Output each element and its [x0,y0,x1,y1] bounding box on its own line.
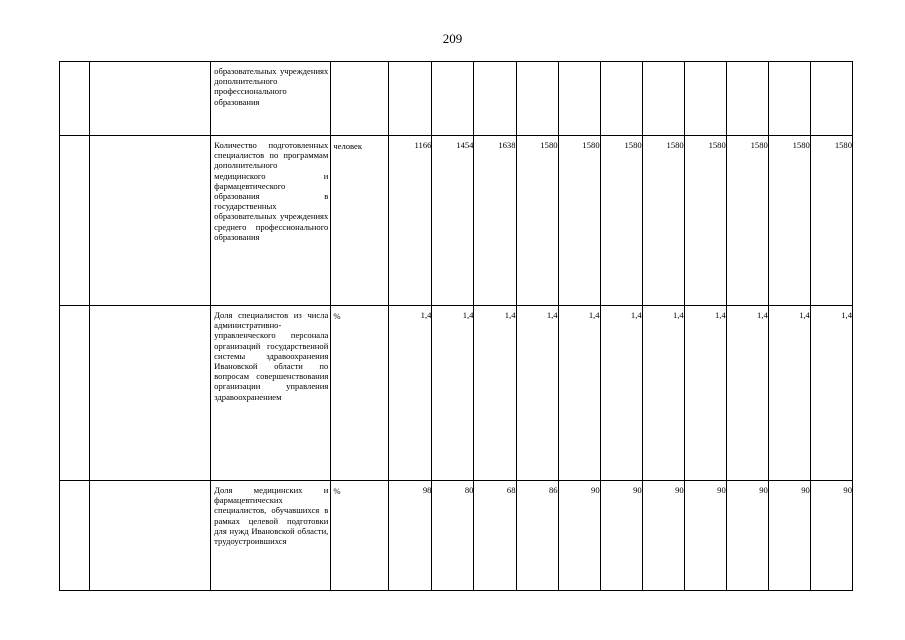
value-text: 1580 [834,140,852,150]
value-cell [389,306,432,481]
value-text: 1,4 [504,310,516,320]
row-number-cell [60,481,90,591]
value-text: 1580 [666,140,684,150]
value-cell [642,62,684,136]
unit-cell [331,481,389,591]
value-cell [726,306,768,481]
value-cell [642,136,684,306]
value-text: 90 [717,485,726,495]
value-cell [474,136,516,306]
value-cell [600,481,642,591]
value-text: 1,4 [799,310,810,320]
row-number-cell [60,136,90,306]
table-row [60,136,853,306]
value-text: 80 [464,485,474,495]
indicator-description: образовательных учреждениях дополнительного профессионального образования [214,66,329,107]
value-text: 1,4 [420,310,432,320]
blank-cell [90,136,211,306]
value-text: 1166 [414,140,432,150]
value-cell [474,62,516,136]
value-cell [389,62,432,136]
value-text: 1638 [498,140,516,150]
row-number-cell [60,306,90,481]
value-text: 98 [422,485,432,495]
unit-cell [331,306,389,481]
value-cell [684,306,726,481]
value-cell [558,481,600,591]
value-cell [432,306,474,481]
value-cell [726,62,768,136]
value-cell [516,306,558,481]
value-text: 90 [759,485,768,495]
value-text: 1580 [582,140,600,150]
value-text: 86 [548,485,558,495]
value-cell [516,481,558,591]
value-cell [768,481,810,591]
value-cell [684,136,726,306]
value-text: 1,4 [672,310,684,320]
indicator-description-cell [211,62,331,136]
value-cell [726,481,768,591]
blank-cell [90,62,211,136]
indicator-description-cell [211,481,331,591]
value-cell [558,136,600,306]
value-cell [432,481,474,591]
value-cell [389,136,432,306]
value-cell [642,481,684,591]
value-cell [768,306,810,481]
indicator-description-cell [211,306,331,481]
value-text: 1,4 [715,310,726,320]
unit-text: человек [333,141,363,151]
value-cell [810,306,852,481]
indicator-description: Доля медицинских и фармацевтических специалистов, обучавшихся в рамках целевой подготовки для нужд Ивановской области, трудоустроившихся [214,485,329,547]
value-cell [432,136,474,306]
page-number: 209 [442,31,463,46]
value-text: 1580 [792,140,810,150]
value-cell [474,306,516,481]
value-cell [810,481,852,591]
value-text: 1,4 [757,310,768,320]
value-text: 1580 [540,140,558,150]
value-text: 1,4 [546,310,558,320]
value-text: 1,4 [588,310,600,320]
indicator-description-cell [211,136,331,306]
value-cell [432,62,474,136]
value-cell [768,62,810,136]
value-text: 90 [843,485,852,495]
value-text: 1580 [624,140,642,150]
table-row [60,481,853,591]
value-cell [810,62,852,136]
value-cell [516,62,558,136]
value-cell [684,481,726,591]
row-number-cell [60,62,90,136]
value-cell [516,136,558,306]
value-text: 1580 [750,140,768,150]
indicators-table [59,61,853,591]
value-cell [768,136,810,306]
blank-cell [90,306,211,481]
table-row [60,62,853,136]
value-cell [558,62,600,136]
value-cell [558,306,600,481]
value-cell [600,136,642,306]
value-text: 68 [506,485,516,495]
unit-text: % [333,486,341,496]
table-row [60,306,853,481]
indicator-description: Доля специалистов из числа административно-управленческого персонала организаций государственной системы здравоохранения Ивановской области по вопросам совершенствования организации управления здравоохранением [214,310,329,402]
value-cell [600,62,642,136]
unit-cell [331,136,389,306]
value-text: 1,4 [841,310,852,320]
value-cell [642,306,684,481]
value-cell [389,481,432,591]
value-text: 90 [675,485,684,495]
value-cell [684,62,726,136]
value-text: 90 [591,485,600,495]
value-text: 90 [633,485,642,495]
unit-text: % [333,311,341,321]
value-text: 1,4 [630,310,642,320]
indicator-description: Количество подготовленных специалистов по программам дополнительного медицинского и фармацевтического образования в государственных образовательных учреждениях среднего профессионального образования [214,140,329,242]
value-text: 1580 [708,140,726,150]
blank-cell [90,481,211,591]
unit-text [331,62,388,67]
value-cell [474,481,516,591]
value-text: 1,4 [462,310,474,320]
value-cell [810,136,852,306]
unit-cell [331,62,389,136]
value-text: 1454 [456,140,474,150]
value-text: 90 [801,485,810,495]
value-cell [726,136,768,306]
value-cell [600,306,642,481]
